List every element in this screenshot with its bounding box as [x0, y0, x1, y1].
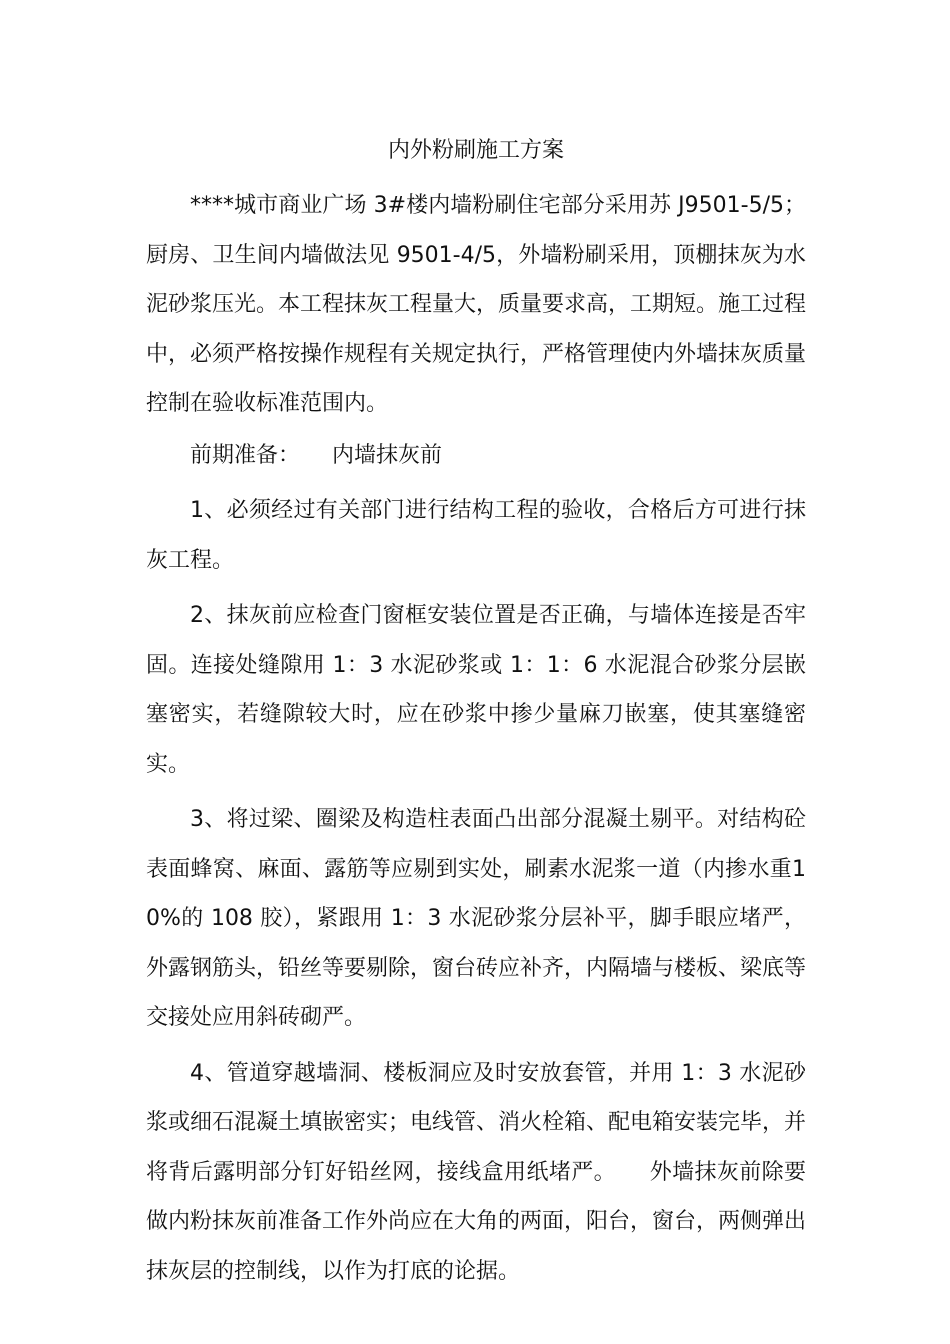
list-item: 4、管道穿越墙洞、楼板洞应及时安放套管，并用 1：3 水泥砂浆或细石混凝土填嵌密实；电线管、消火栓箱、配电箱安装完毕，并将背后露明部分钉好铅丝网，接线盒用纸堵严。 外墙抹灰前除要做内粉抹灰前准备工作外尚应在大角的两面，阳台，窗台，两侧弹出抹灰层的控制线，以作为打底的论据。 [146, 1060, 807, 1284]
preparation-label: 前期准备： [190, 442, 301, 468]
document-title: 内外粉刷施工方案 [387, 138, 564, 163]
list-item: 2、抹灰前应检查门窗框安装位置是否正确，与墙体连接是否牢固。连接处缝隙用 1：3 水泥砂浆或 1：1：6 水泥混合砂浆分层嵌塞密实，若缝隙较大时，应在砂浆中掺少量麻刀嵌塞，使其塞缝密实。 [146, 603, 806, 777]
intro-paragraph: ****城市商业广场 3#楼内墙粉刷住宅部分采用苏 J9501-5/5；厨房、卫生间内墙做法见 9501-4/5，外墙粉刷采用，顶棚抹灰为水泥砂浆压光。本工程抹灰工程量大，质量要求高，工期短。施工过程中，必须严格按操作规程有关规定执行，严格管理使内外墙抹灰质量控制在验收标准范围内。 [146, 193, 807, 416]
list-item: 1、必须经过有关部门进行结构工程的验收，合格后方可进行抹灰工程。 [146, 498, 806, 573]
document-page [146, 133, 806, 1302]
preparation-sublabel: 内墙抹灰前 [332, 442, 443, 468]
preparation-heading [146, 431, 806, 481]
list-item: 3、将过梁、圈梁及构造柱表面凸出部分混凝土剔平。对结构砼表面蜂窝、麻面、露筋等应剔到实处，刷素水泥浆一道（内掺水重10%的 108 胶），紧跟用 1：3 水泥砂浆分层补平，脚手眼应堵严，外露钢筋头，铅丝等要剔除，窗台砖应补齐，内隔墙与楼板、梁底等交接处应用斜砖砌严。 [146, 807, 807, 1030]
